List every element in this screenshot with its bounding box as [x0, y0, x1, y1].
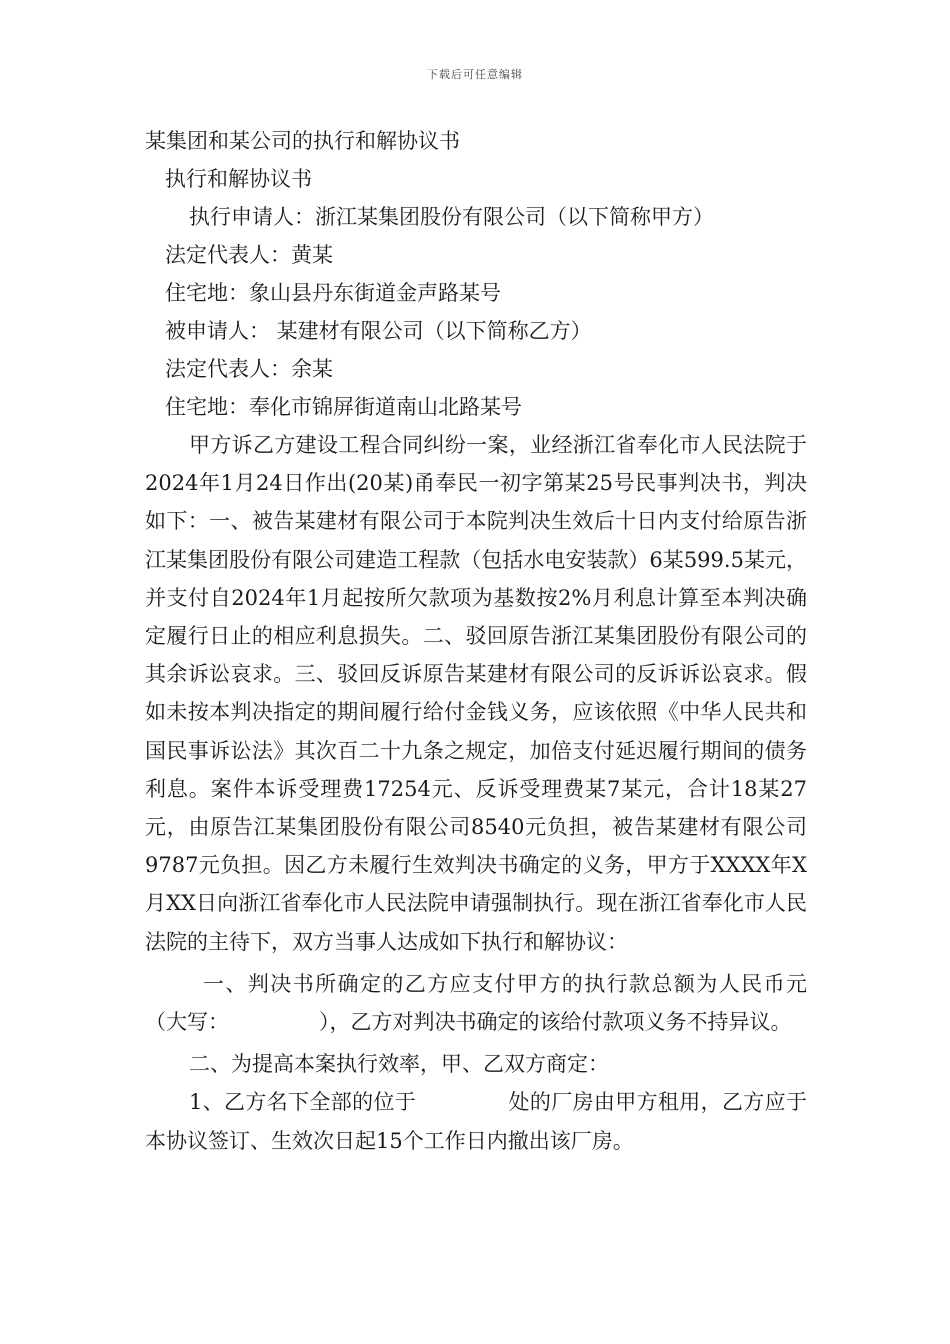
applicant-address: 住宅地：象山县丹东街道金声路某号: [165, 281, 501, 305]
applicant-representative: 法定代表人：黄某: [165, 243, 333, 267]
agreement-item-1-part-b: ），乙方对判决书确定的该给付款项义务不持异议。: [319, 1010, 792, 1035]
main-paragraph: 甲方诉乙方建设工程合同纠纷一案，业经浙江省奉化市人民法院于2024年1月24日作出(20某)甬奉民一初字第某25号民事判决书，判决如下：一、被告某建材有限公司于本院判决生效后十日内支付给原告浙江某集团股份有限公司建造工程款（包括水电安装款）6某599.5某元，并支付自2024年1月起按所欠款项为基数按2%月利息计算至本判决确定履行日止的相应利息损失。二、驳回原告浙江某集团股份有限公司的其余诉讼哀求。三、驳回反诉原告某建材有限公司的反诉诉讼哀求。假如未按本判决指定的期间履行给付金钱义务，应该依照《中华人民共和国民事诉讼法》其次百二十九条之规定，加倍支付延迟履行期间的债务利息。案件本诉受理费17254元、反诉受理费某7某元，合计18某27元，由原告江某集团股份有限公司8540元负担，被告某建材有限公司9787元负担。因乙方未履行生效判决书确定的义务，甲方于XXXX年X月XX日向浙江省奉化市人民法院申请强制执行。现在浙江省奉化市人民法院的主待下，双方当事人达成如下执行和解协议：: [145, 433, 807, 954]
document-subtitle: 执行和解协议书: [165, 167, 312, 191]
agreement-item-1: [145, 965, 807, 1041]
document-title: 某集团和某公司的执行和解协议书: [145, 129, 460, 153]
agreement-item-2-1-part-b: 处的厂房由甲方租用，乙方应于本协议签订、生效次日起15个工作日内撤出该厂房。: [145, 1090, 807, 1153]
agreement-item-2-1: [145, 1083, 807, 1159]
applicant-line: 执行申请人：浙江某集团股份有限公司（以下简称甲方）: [189, 205, 714, 229]
agreement-item-1-part-a: 一、判决书所确定的乙方应支付甲方的执行款总额为人民币元（大写：: [145, 971, 807, 1035]
document-body: [145, 122, 807, 1160]
respondent-address: 住宅地：奉化市锦屏街道南山北路某号: [165, 395, 522, 419]
page-header-note: 下载后可任意编辑: [427, 68, 523, 81]
respondent-line: 被申请人： 某建材有限公司（以下简称乙方）: [165, 319, 592, 343]
respondent-representative: 法定代表人：余某: [165, 357, 333, 381]
agreement-item-2-1-part-a: 1、乙方名下全部的位于: [189, 1090, 417, 1115]
agreement-item-2: 二、为提高本案执行效率，甲、乙双方商定：: [189, 1052, 609, 1077]
